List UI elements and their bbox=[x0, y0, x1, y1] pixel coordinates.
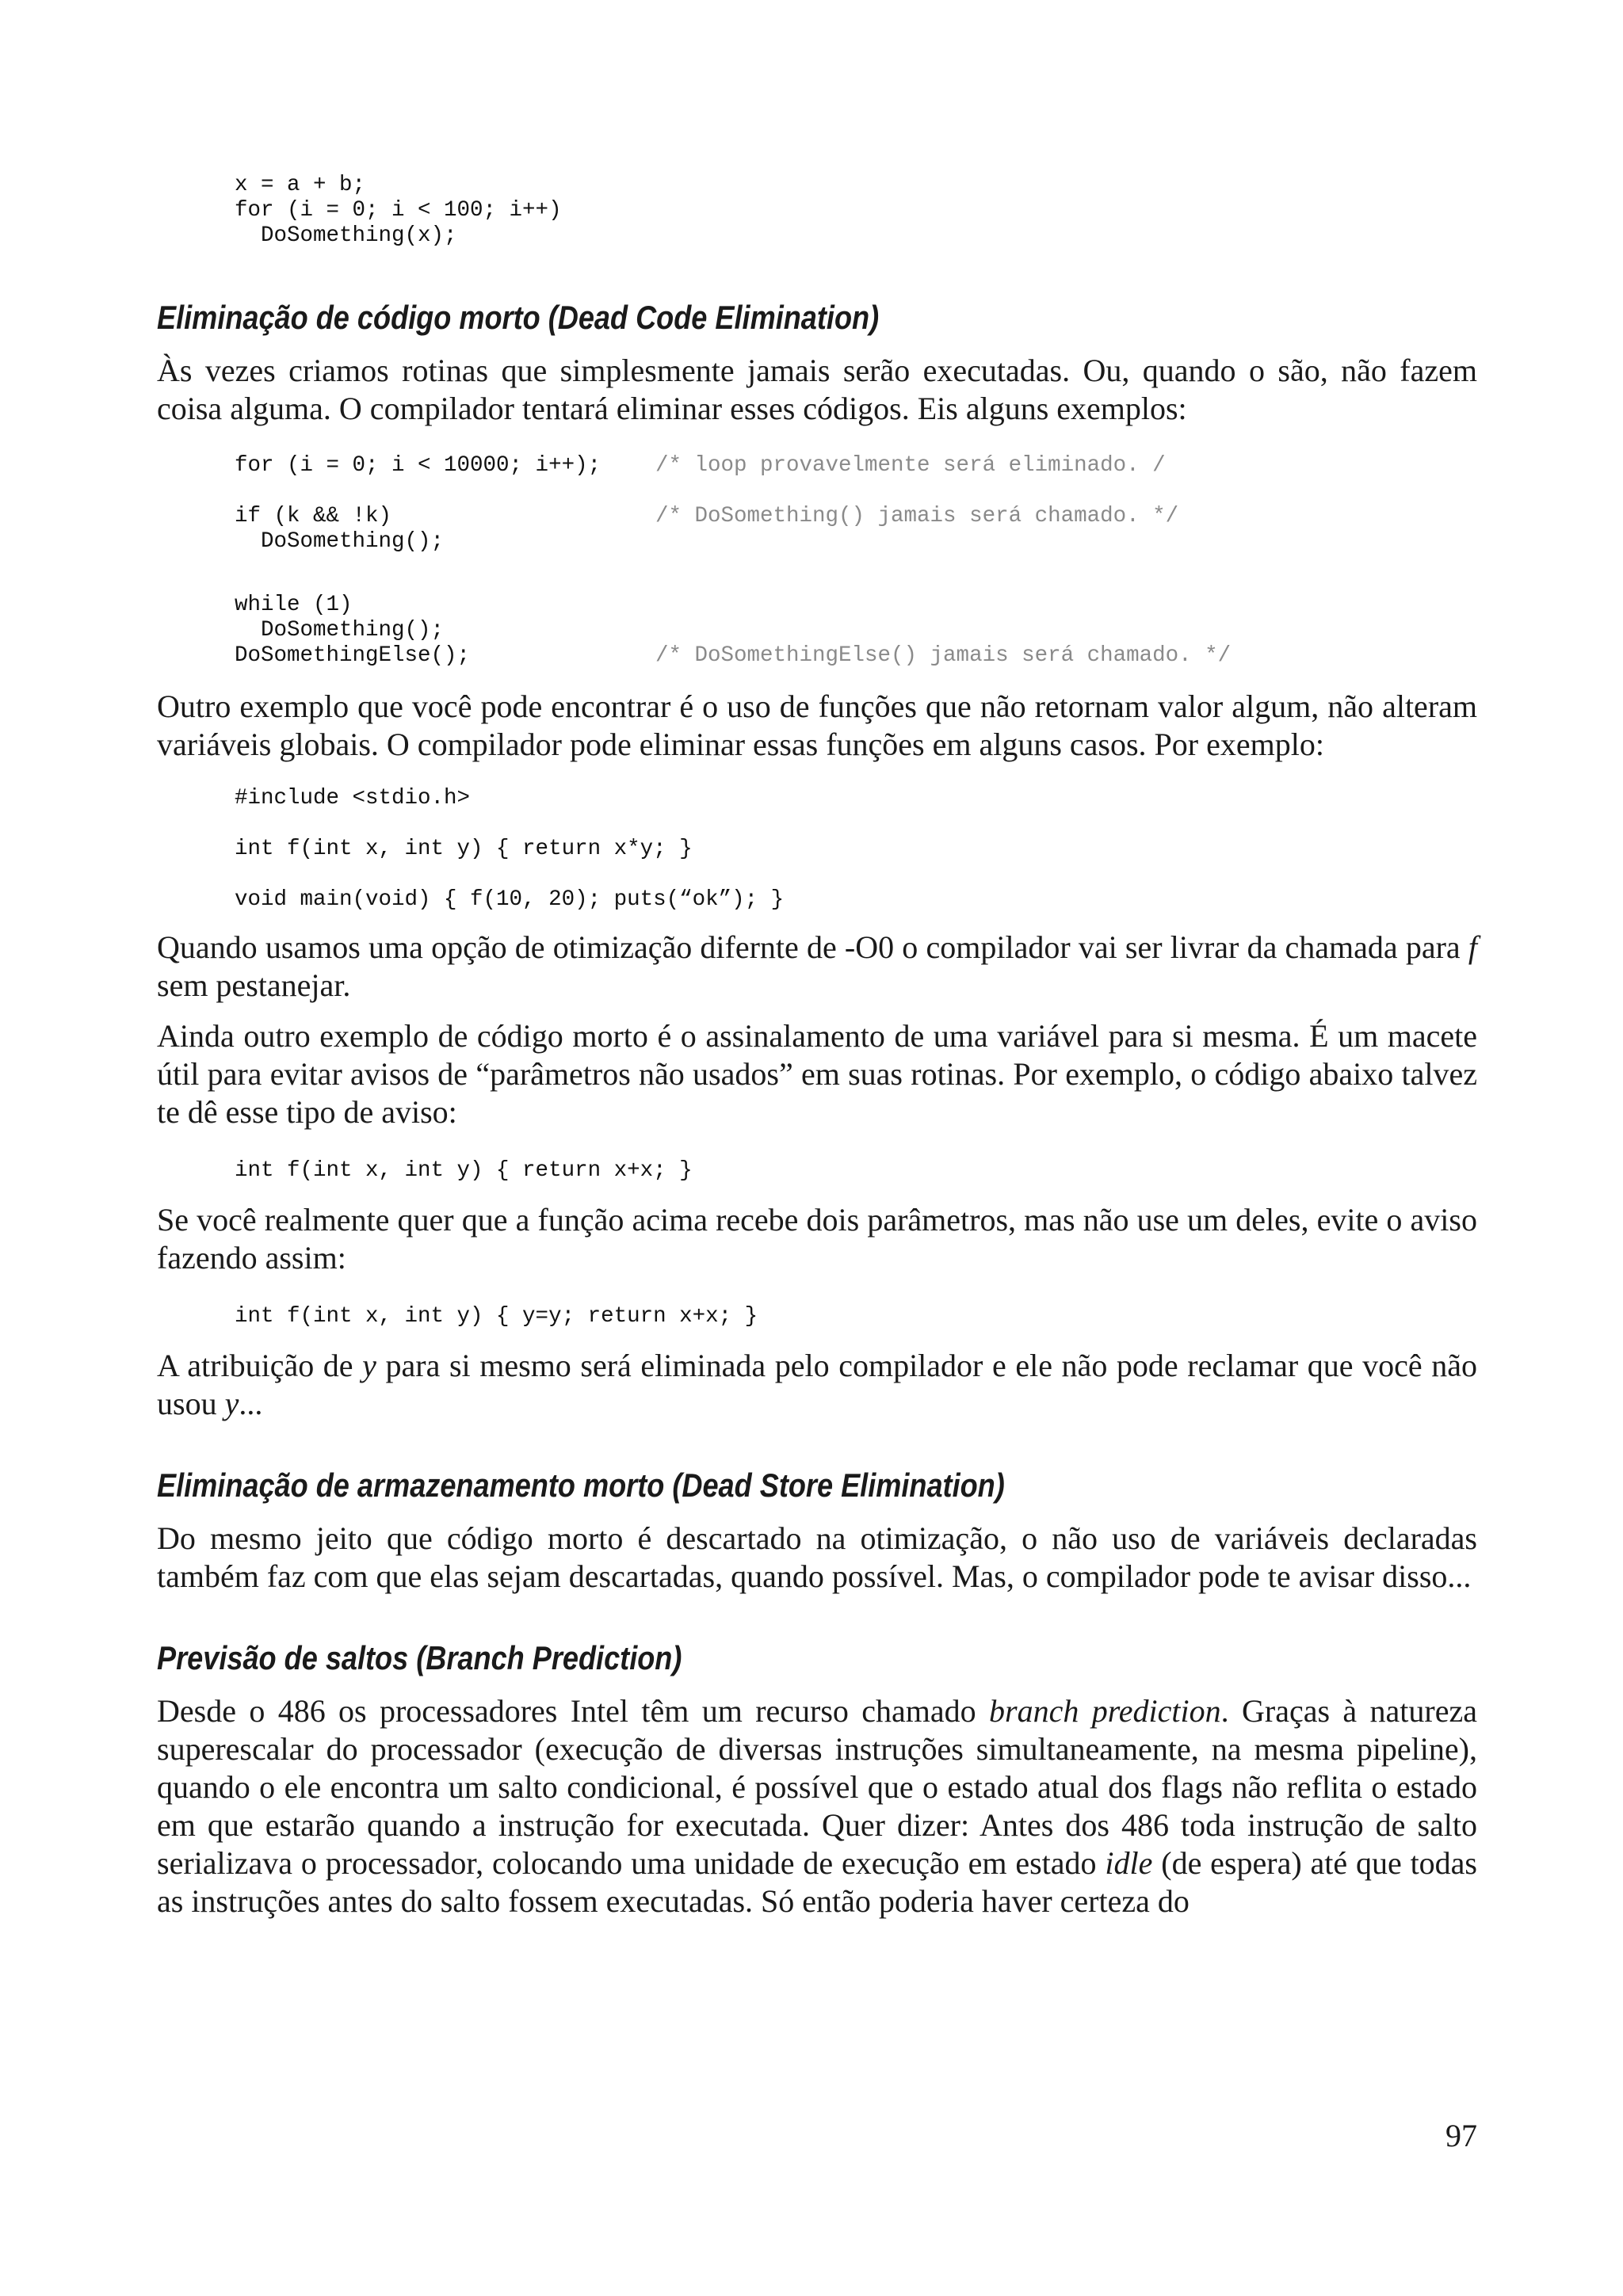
code-line bbox=[235, 453, 1477, 479]
code-text bbox=[235, 555, 655, 593]
emphasis: f bbox=[1468, 929, 1477, 965]
paragraph: Do mesmo jeito que código morto é descartado na otimização, o não uso de variáveis declaradas também faz com que elas sejam descartadas, quando possível. Mas, o compilador pode te avisar disso... bbox=[157, 1520, 1477, 1594]
emphasis: y bbox=[224, 1386, 239, 1421]
code-text bbox=[235, 479, 655, 504]
code-line bbox=[235, 479, 1477, 504]
code-line bbox=[235, 643, 1477, 669]
emphasis: branch prediction bbox=[989, 1693, 1221, 1729]
code-block-functions bbox=[235, 786, 1477, 913]
code-block-warning bbox=[235, 1158, 1477, 1184]
text-run: ... bbox=[239, 1386, 263, 1421]
code-line bbox=[235, 529, 1477, 555]
section-heading-dead-code: Eliminação de código morto (Dead Code Elimination) bbox=[157, 299, 880, 336]
code-text: while (1) bbox=[235, 593, 353, 617]
code-line bbox=[235, 618, 1477, 643]
code-text: for (i = 0; i < 10000; i++); bbox=[235, 453, 601, 478]
code-line bbox=[235, 593, 1477, 618]
code-block-dead-code bbox=[235, 453, 1477, 669]
text-run: . Graças à natureza superescalar do processador (execução de diversas instruções simultaneamente, na mesma pipeline), quando o ele encontra um salto condicional, é possível que o estado atual dos flags não reflita o estado em que estarão quando a instrução for executada. Quer dizer: Antes dos 486 toda instrução de salto serializava o processador, colocando uma unidade de execução em estado bbox=[157, 1693, 1477, 1881]
text-run: sem pestanejar. bbox=[157, 967, 351, 1003]
code-text: if (k && !k) bbox=[235, 504, 392, 528]
code-line bbox=[235, 555, 1477, 593]
text-run: Desde o 486 os processadores Intel têm um recurso chamado bbox=[157, 1693, 990, 1729]
page-number: 97 bbox=[1445, 2118, 1477, 2153]
paragraph: Outro exemplo que você pode encontrar é o uso de funções que não retornam valor algum, não alteram variáveis globais. O compilador pode eliminar essas funções em alguns casos. Por exemplo: bbox=[157, 688, 1477, 762]
paragraph: Ainda outro exemplo de código morto é o assinalamento de uma variável para si mesma. É um macete útil para evitar avisos de “parâmetros não usados” em suas rotinas. Por exemplo, o código abaixo talvez te dê esse tipo de aviso: bbox=[157, 1018, 1477, 1130]
section-heading-branch-prediction: Previsão de saltos (Branch Prediction) bbox=[157, 1639, 682, 1676]
code-text: DoSomethingElse(); bbox=[235, 643, 471, 668]
text-run: (de espera) até que todas as instruções antes do salto fossem executadas. Só então poderia haver certeza do bbox=[157, 1845, 1478, 1919]
emphasis: y bbox=[362, 1348, 376, 1383]
code-line: int f(int x, int y) { y=y; return x+x; } bbox=[235, 1304, 758, 1329]
page-content bbox=[157, 173, 1477, 1920]
code-comment: /* loop provavelmente será eliminado. / bbox=[655, 453, 1166, 478]
text-run: para si mesmo será eliminada pelo compilador e ele não pode reclamar que você não usou bbox=[157, 1348, 1477, 1421]
code-line: x = a + b; bbox=[235, 173, 366, 197]
emphasis: idle bbox=[1105, 1845, 1153, 1881]
paragraph bbox=[157, 1692, 1477, 1920]
code-line: int f(int x, int y) { return x+x; } bbox=[235, 1158, 693, 1183]
code-comment: /* DoSomething() jamais será chamado. */ bbox=[655, 504, 1179, 528]
code-block-fix bbox=[235, 1304, 1477, 1329]
code-block-top bbox=[235, 173, 1477, 249]
text-run: A atribuição de bbox=[157, 1348, 363, 1383]
code-line: #include <stdio.h> bbox=[235, 786, 471, 810]
code-text: DoSomething(); bbox=[235, 618, 445, 643]
code-line: for (i = 0; i < 100; i++) bbox=[235, 198, 562, 223]
code-line bbox=[235, 504, 1477, 529]
code-text: DoSomething(); bbox=[235, 529, 445, 554]
text-run: Quando usamos uma opção de otimização difernte de -O0 o compilador vai ser livrar da chamada para bbox=[157, 929, 1468, 965]
code-line: DoSomething(x); bbox=[235, 223, 457, 248]
section-heading-dead-store: Eliminação de armazenamento morto (Dead Store Elimination) bbox=[157, 1466, 1005, 1504]
code-line: void main(void) { f(10, 20); puts(“ok”); } bbox=[235, 887, 785, 912]
paragraph: Se você realmente quer que a função acima recebe dois parâmetros, mas não use um deles, evite o aviso fazendo assim: bbox=[157, 1202, 1477, 1276]
code-line: int f(int x, int y) { return x*y; } bbox=[235, 837, 693, 861]
code-comment: /* DoSomethingElse() jamais será chamado. */ bbox=[655, 643, 1232, 668]
paragraph bbox=[157, 929, 1477, 1005]
paragraph: Às vezes criamos rotinas que simplesmente jamais serão executadas. Ou, quando o são, não fazem coisa alguma. O compilador tentará eliminar esses códigos. Eis alguns exemplos: bbox=[157, 353, 1477, 426]
paragraph bbox=[157, 1347, 1477, 1423]
